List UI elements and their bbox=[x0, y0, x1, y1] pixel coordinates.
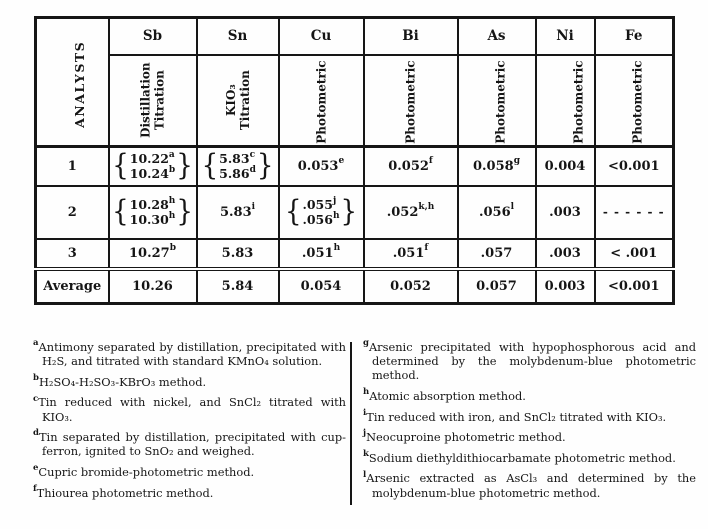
value-cell-Ni bbox=[536, 186, 595, 239]
cell-value: 0.057 bbox=[476, 278, 517, 294]
cell-value: 0.058$^g$ bbox=[472, 156, 520, 174]
data-row-3 bbox=[36, 239, 674, 269]
value-cell-Fe bbox=[595, 239, 674, 269]
analyst-cell: 3 bbox=[36, 239, 109, 269]
method-label-line: KIO₃ bbox=[223, 83, 238, 116]
braced-pair bbox=[112, 151, 193, 181]
footnote-text: Antimony separated by distillation, precipitated with H₂S, and titrated with standard KMnO₄ solution. bbox=[38, 340, 346, 369]
method-header-As bbox=[458, 55, 536, 147]
footnote-a bbox=[33, 340, 346, 368]
method-label-line: Photometric bbox=[314, 60, 329, 144]
method-header-Bi bbox=[364, 55, 458, 147]
footnote-c bbox=[33, 395, 346, 423]
method-row bbox=[36, 55, 674, 147]
method-label-line: Photometric bbox=[630, 60, 645, 144]
footnote-marker: h bbox=[363, 387, 370, 398]
footnote-marker: b bbox=[169, 243, 176, 254]
footnote-text: Arsenic precipitated with hypophosphorous acid and determined by the molybdenum-blue photometric method. bbox=[368, 340, 696, 383]
method-header-Sn bbox=[197, 55, 279, 147]
value-cell-Cu bbox=[279, 239, 364, 269]
footnote-marker: h bbox=[168, 210, 176, 221]
braced-pair bbox=[112, 197, 193, 227]
braced-values bbox=[218, 151, 257, 181]
footnote-h bbox=[363, 389, 696, 403]
cell-value: 0.052$^f$ bbox=[388, 156, 433, 174]
method-label-line: Titration bbox=[152, 69, 167, 130]
analyst-cell: 1 bbox=[36, 147, 109, 186]
braced-values bbox=[129, 197, 177, 227]
cell-value: 5.83$^c$ bbox=[219, 150, 256, 167]
cell-value: .052$^{k,h}$ bbox=[386, 202, 435, 220]
footnote-text: Sodium diethyldithiocarbamate photometric method. bbox=[368, 450, 676, 465]
method-label bbox=[493, 60, 507, 143]
cell-value: 10.24$^b$ bbox=[129, 165, 176, 182]
footnote-b bbox=[33, 372, 346, 389]
right-brace: } bbox=[176, 195, 193, 229]
value-cell-Cu bbox=[279, 147, 364, 186]
footnote-marker: j bbox=[363, 428, 367, 439]
braced-pair bbox=[285, 197, 357, 227]
cell-value: < .001 bbox=[610, 245, 658, 261]
element-header-Bi: Bi bbox=[364, 18, 458, 55]
data-row-2 bbox=[36, 186, 674, 239]
right-brace: } bbox=[176, 149, 193, 183]
element-header-Fe: Fe bbox=[595, 18, 674, 55]
cell-value: .057 bbox=[480, 245, 513, 261]
footnotes-right-column bbox=[363, 340, 696, 506]
footnote-l bbox=[363, 471, 696, 499]
value-cell-Ni bbox=[536, 269, 595, 304]
braced-pair bbox=[202, 151, 274, 181]
cell-value: .003 bbox=[549, 204, 581, 220]
left-brace: { bbox=[112, 149, 129, 183]
cell-value: 10.28$^h$ bbox=[129, 195, 176, 212]
left-brace: { bbox=[112, 195, 129, 229]
method-label bbox=[403, 60, 417, 143]
value-cell-Sn bbox=[197, 239, 279, 269]
footnote-text: Cupric bromide-photometric method. bbox=[38, 464, 255, 479]
value-cell-As bbox=[458, 147, 536, 186]
footnote-marker: h bbox=[333, 243, 341, 254]
cell-value: 10.27$^b$ bbox=[128, 243, 176, 261]
method-label bbox=[571, 60, 585, 143]
element-header-Sn: Sn bbox=[197, 18, 279, 55]
cell-value: <0.001 bbox=[607, 278, 660, 294]
method-label bbox=[138, 62, 166, 138]
footnote-marker: j bbox=[332, 195, 337, 206]
analysts-label: ANALYSTS bbox=[72, 40, 88, 128]
element-symbol-row bbox=[36, 18, 674, 55]
element-header-Ni: Ni bbox=[536, 18, 595, 55]
method-label-line: Titration bbox=[237, 69, 252, 130]
footnote-e bbox=[33, 465, 346, 479]
cell-value: 5.84 bbox=[221, 278, 254, 294]
right-brace: } bbox=[340, 195, 358, 229]
value-cell-As bbox=[458, 186, 536, 239]
footnote-marker: f bbox=[33, 483, 37, 494]
cell-value: 0.052 bbox=[390, 278, 431, 294]
footnote-marker: i bbox=[251, 202, 256, 213]
method-label-line: Photometric bbox=[571, 60, 586, 144]
footnote-marker: f bbox=[424, 243, 429, 254]
footnote-marker: l bbox=[363, 469, 367, 480]
right-brace: } bbox=[256, 149, 274, 183]
cell-value: 0.004 bbox=[544, 158, 586, 174]
cell-value: <0.001 bbox=[607, 158, 660, 174]
method-header-Fe bbox=[595, 55, 674, 147]
footnote-g bbox=[363, 340, 696, 382]
value-cell-Ni bbox=[536, 239, 595, 269]
value-cell-Sb bbox=[109, 186, 197, 239]
value-cell-Fe bbox=[595, 269, 674, 304]
analyst-cell: 2 bbox=[36, 186, 109, 239]
cell-value: 5.86$^d$ bbox=[219, 165, 256, 182]
footnote-marker: b bbox=[33, 372, 39, 383]
method-label bbox=[223, 70, 251, 130]
footnote-text: Neocuproine photometric method. bbox=[366, 430, 566, 445]
analyst-cell: Average bbox=[36, 269, 109, 304]
footnote-d bbox=[33, 430, 346, 458]
cell-value: 0.053e bbox=[297, 156, 345, 174]
footnotes-left-column bbox=[33, 340, 346, 506]
table-header bbox=[36, 18, 674, 147]
value-cell-As bbox=[458, 269, 536, 304]
footnote-marker: d bbox=[33, 428, 39, 439]
value-cell-Sb bbox=[109, 269, 197, 304]
method-header-Cu bbox=[279, 55, 364, 147]
value-cell-As bbox=[458, 239, 536, 269]
footnote-marker: a bbox=[33, 338, 39, 349]
value-cell-Sn bbox=[197, 186, 279, 239]
footnote-text: Tin reduced with nickel, and SnCl₂ titrated with KIO₃. bbox=[38, 395, 346, 424]
footnote-marker: h bbox=[168, 195, 176, 206]
footnote-marker: d bbox=[249, 165, 256, 176]
method-header-Sb bbox=[109, 55, 197, 147]
footnote-i bbox=[363, 407, 696, 424]
footnote-text: H₂SO₄-H₂SO₃-KBrO₃ method. bbox=[38, 374, 207, 389]
footnote-marker: e bbox=[338, 156, 345, 167]
footnote-marker: c bbox=[33, 393, 39, 404]
data-row-average bbox=[36, 269, 674, 304]
method-label-line: Photometric bbox=[493, 60, 508, 144]
element-header-As: As bbox=[458, 18, 536, 55]
footnote-text: Tin reduced with iron, and SnCl₂ titrated with KIO₃. bbox=[366, 409, 667, 424]
data-row-1 bbox=[36, 147, 674, 186]
braced-values bbox=[302, 197, 341, 227]
value-cell-Sn bbox=[197, 147, 279, 186]
footnote-text: Arsenic extracted as AsCl₃ and determined by the molybdenum-blue photometric method. bbox=[366, 471, 696, 500]
cell-value: 0.003 bbox=[544, 278, 586, 294]
footnote-marker: l bbox=[510, 202, 515, 213]
method-label bbox=[314, 60, 328, 143]
value-cell-Bi bbox=[364, 269, 458, 304]
analysts-corner-cell bbox=[36, 18, 109, 147]
cell-value: - - - - - - bbox=[602, 204, 665, 219]
footnote-marker: f bbox=[428, 156, 433, 167]
footnote-marker: b bbox=[168, 165, 176, 176]
element-header-Cu: Cu bbox=[279, 18, 364, 55]
value-cell-Ni bbox=[536, 147, 595, 186]
left-brace: { bbox=[201, 149, 219, 183]
footnote-text: Thiourea photometric method. bbox=[36, 485, 214, 500]
footnote-marker: c bbox=[249, 150, 256, 161]
cell-value: 10.22$^a$ bbox=[129, 150, 175, 167]
cell-value: .003 bbox=[549, 245, 581, 261]
cell-value: 5.83 bbox=[221, 245, 254, 261]
footnote-text: Tin separated by distillation, precipitated with cup-ferron, ignited to SnO₂ and weighed. bbox=[38, 430, 346, 459]
value-cell-Cu bbox=[279, 269, 364, 304]
cell-value: .051$^f$ bbox=[392, 243, 429, 261]
footnotes-column-divider bbox=[350, 342, 352, 505]
cell-value: .056$^h$ bbox=[302, 210, 340, 227]
method-label-line: Photometric bbox=[403, 60, 418, 144]
cell-value: .055$^j$ bbox=[302, 195, 337, 212]
cell-value: 5.83$^i$ bbox=[219, 202, 256, 220]
table-body bbox=[36, 147, 674, 304]
braced-values bbox=[129, 151, 176, 181]
footnote-f bbox=[33, 483, 346, 500]
value-cell-Fe bbox=[595, 147, 674, 186]
cell-value: 0.054 bbox=[300, 278, 342, 294]
footnote-marker: g bbox=[513, 156, 520, 167]
footnote-marker: e bbox=[33, 463, 39, 474]
footnote-marker: k,h bbox=[418, 202, 435, 213]
value-cell-Fe bbox=[595, 186, 674, 239]
value-cell-Bi bbox=[364, 239, 458, 269]
cell-value: .056$^l$ bbox=[478, 202, 515, 220]
cell-value: .051$^h$ bbox=[301, 243, 341, 261]
value-cell-Cu bbox=[279, 186, 364, 239]
left-brace: { bbox=[284, 195, 302, 229]
footnote-text: Atomic absorption method. bbox=[369, 388, 526, 403]
footnote-marker: a bbox=[168, 150, 175, 161]
footnote-k bbox=[363, 451, 696, 465]
value-cell-Sn bbox=[197, 269, 279, 304]
cell-value: 10.30$^h$ bbox=[129, 210, 176, 227]
cell-value: 10.26 bbox=[132, 278, 173, 294]
footnote-marker: i bbox=[363, 407, 367, 418]
value-cell-Sb bbox=[109, 147, 197, 186]
method-label-line: Distillation bbox=[138, 62, 153, 138]
method-header-Ni bbox=[536, 55, 595, 147]
footnote-marker: h bbox=[332, 210, 340, 221]
method-label bbox=[630, 60, 644, 143]
footnote-marker: k bbox=[363, 449, 369, 460]
footnote-j bbox=[363, 430, 696, 444]
analysis-results-table bbox=[34, 16, 675, 305]
value-cell-Sb bbox=[109, 239, 197, 269]
value-cell-Bi bbox=[364, 186, 458, 239]
element-header-Sb: Sb bbox=[109, 18, 197, 55]
footnote-marker: g bbox=[363, 338, 369, 349]
value-cell-Bi bbox=[364, 147, 458, 186]
